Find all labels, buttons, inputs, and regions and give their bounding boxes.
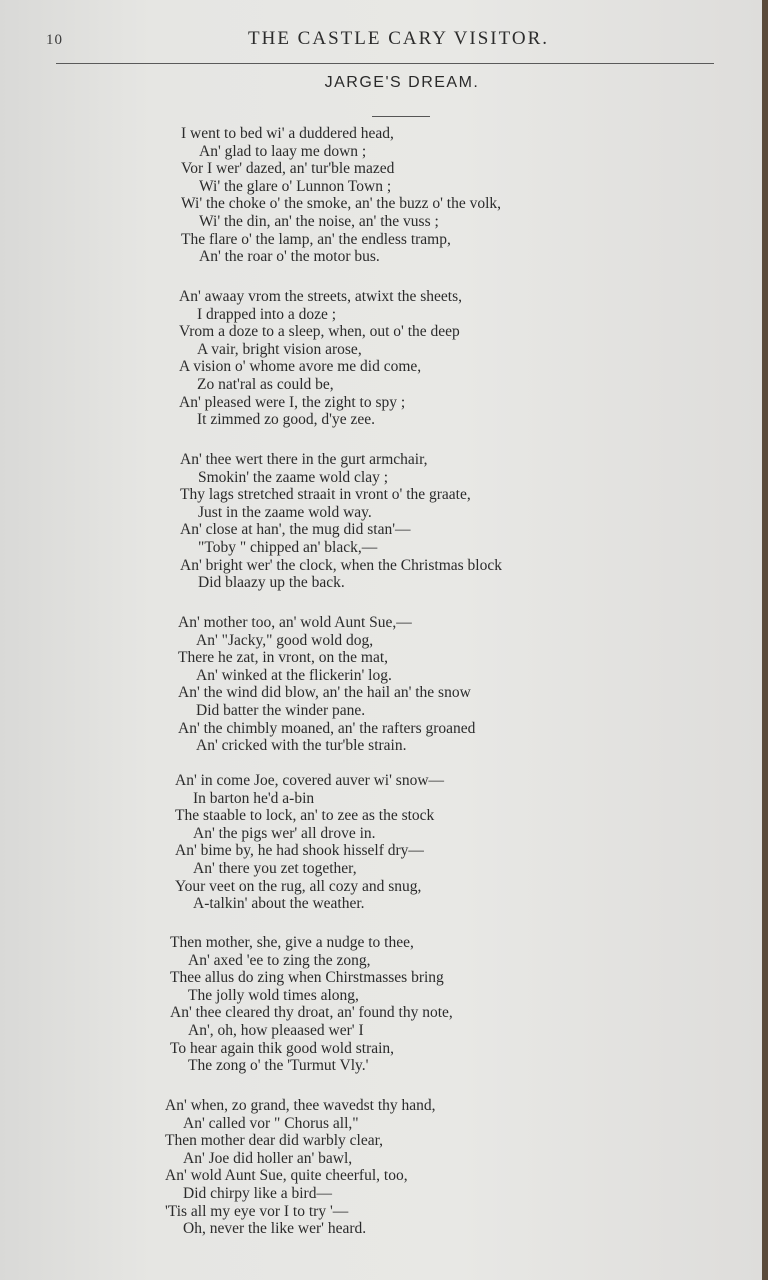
poem-line: Thee allus do zing when Chirstmasses bring: [170, 969, 444, 987]
poem-line: Wi' the din, an' the noise, an' the vuss ;: [199, 213, 439, 230]
poem-line: An' bright wer' the clock, when the Christmas block: [180, 556, 502, 574]
poem-line: An' the wind did blow, an' the hail an' the snow: [178, 684, 471, 702]
poem-line: Vor I wer' dazed, an' tur'ble mazed: [181, 160, 395, 178]
poem-line: The flare o' the lamp, an' the endless tramp,: [181, 230, 451, 248]
poem-line: The jolly wold times along,: [188, 986, 359, 1004]
poem-line: The zong o' the 'Turmut Vly.': [188, 1057, 369, 1075]
poem-line: An' when, zo grand, thee wavedst thy hand,: [165, 1097, 436, 1114]
poem-line: An' there you zet together,: [193, 860, 357, 877]
poem-line: An' wold Aunt Sue, quite cheerful, too,: [165, 1167, 408, 1185]
poem-line: It zimmed zo good, d'ye zee.: [197, 411, 375, 429]
poem-line: An' thee wert there in the gurt armchair,: [180, 451, 428, 468]
poem-line: In barton he'd a-bin: [193, 789, 315, 807]
poem-line: An' called vor " Chorus all,": [183, 1114, 359, 1132]
poem-title: JARGE'S DREAM.: [324, 74, 480, 91]
poem-line: I went to bed wi' a duddered head,: [181, 125, 394, 142]
poem-line: A vair, bright vision arose,: [197, 340, 362, 358]
poem-line: Wi' the glare o' Lunnon Town ;: [199, 177, 392, 195]
poem-line: An' awaay vrom the streets, atwixt the sheets,: [179, 288, 463, 305]
poem-line: Oh, never the like wer' heard.: [183, 1220, 367, 1238]
poem-line: An' bime by, he had shook hisself dry—: [175, 842, 424, 860]
poem-line: Did chirpy like a bird—: [183, 1185, 332, 1202]
poem-line: "Toby " chipped an' black,—: [198, 539, 378, 556]
poem-line: An' "Jacky," good wold dog,: [196, 631, 374, 649]
poem-line: An' close at han', the mug did stan'—: [180, 521, 411, 539]
poem-line: There he zat, in vront, on the mat,: [178, 649, 389, 667]
poem-line: An' pleased were I, the zight to spy ;: [179, 393, 406, 411]
poem-line: Wi' the choke o' the smoke, an' the buzz o' the volk,: [181, 195, 502, 213]
poem-line: A-talkin' about the weather.: [193, 895, 365, 913]
poem-line: An' thee cleared thy droat, an' found thy note,: [170, 1004, 453, 1022]
poem-line: An' winked at the flickerin' log.: [196, 666, 392, 684]
poem-line: The staable to lock, an' to zee as the stock: [175, 807, 435, 825]
poem-line: An' glad to laay me down ;: [199, 142, 367, 160]
poem-line: An' axed 'ee to zing the zong,: [188, 951, 371, 969]
poem-line: Thy lags stretched straait in vront o' the graate,: [180, 486, 471, 504]
poem-line: A vision o' whome avore me did come,: [179, 358, 422, 376]
poem-line: An' mother too, an' wold Aunt Sue,—: [178, 614, 412, 631]
poem-line: 'Tis all my eye vor I to try '—: [165, 1202, 349, 1220]
poem-line: To hear again thik good wold strain,: [170, 1039, 395, 1057]
poem-line: Did batter the winder pane.: [196, 702, 366, 719]
poem-line: Zo nat'ral as could be,: [197, 376, 334, 393]
poem-line: Then mother dear did warbly clear,: [165, 1132, 384, 1150]
poem-line: Did blaazy up the back.: [198, 574, 345, 592]
poem-line: Smokin' the zaame wold clay ;: [198, 468, 389, 486]
poem-line: Just in the zaame wold way.: [198, 503, 372, 521]
poem-line: Vrom a doze to a sleep, when, out o' the deep: [179, 323, 460, 341]
poem-line: Then mother, she, give a nudge to thee,: [170, 934, 414, 951]
poem-line: An', oh, how pleaased wer' I: [188, 1022, 364, 1039]
poem-line: I drapped into a doze ;: [197, 305, 337, 323]
running-head: THE CASTLE CARY VISITOR.: [248, 28, 550, 49]
poem-line: An' the chimbly moaned, an' the rafters groaned: [178, 719, 476, 737]
poem-line: Your veet on the rug, all cozy and snug,: [175, 877, 422, 895]
poem-line: An' Joe did holler an' bawl,: [183, 1149, 353, 1167]
page-number: 10: [46, 32, 63, 48]
poem-line: An' the roar o' the motor bus.: [199, 248, 380, 266]
poem-line: An' cricked with the tur'ble strain.: [196, 737, 407, 755]
poem-line: An' the pigs wer' all drove in.: [193, 824, 376, 842]
poem-line: An' in come Joe, covered auver wi' snow—: [175, 772, 445, 789]
